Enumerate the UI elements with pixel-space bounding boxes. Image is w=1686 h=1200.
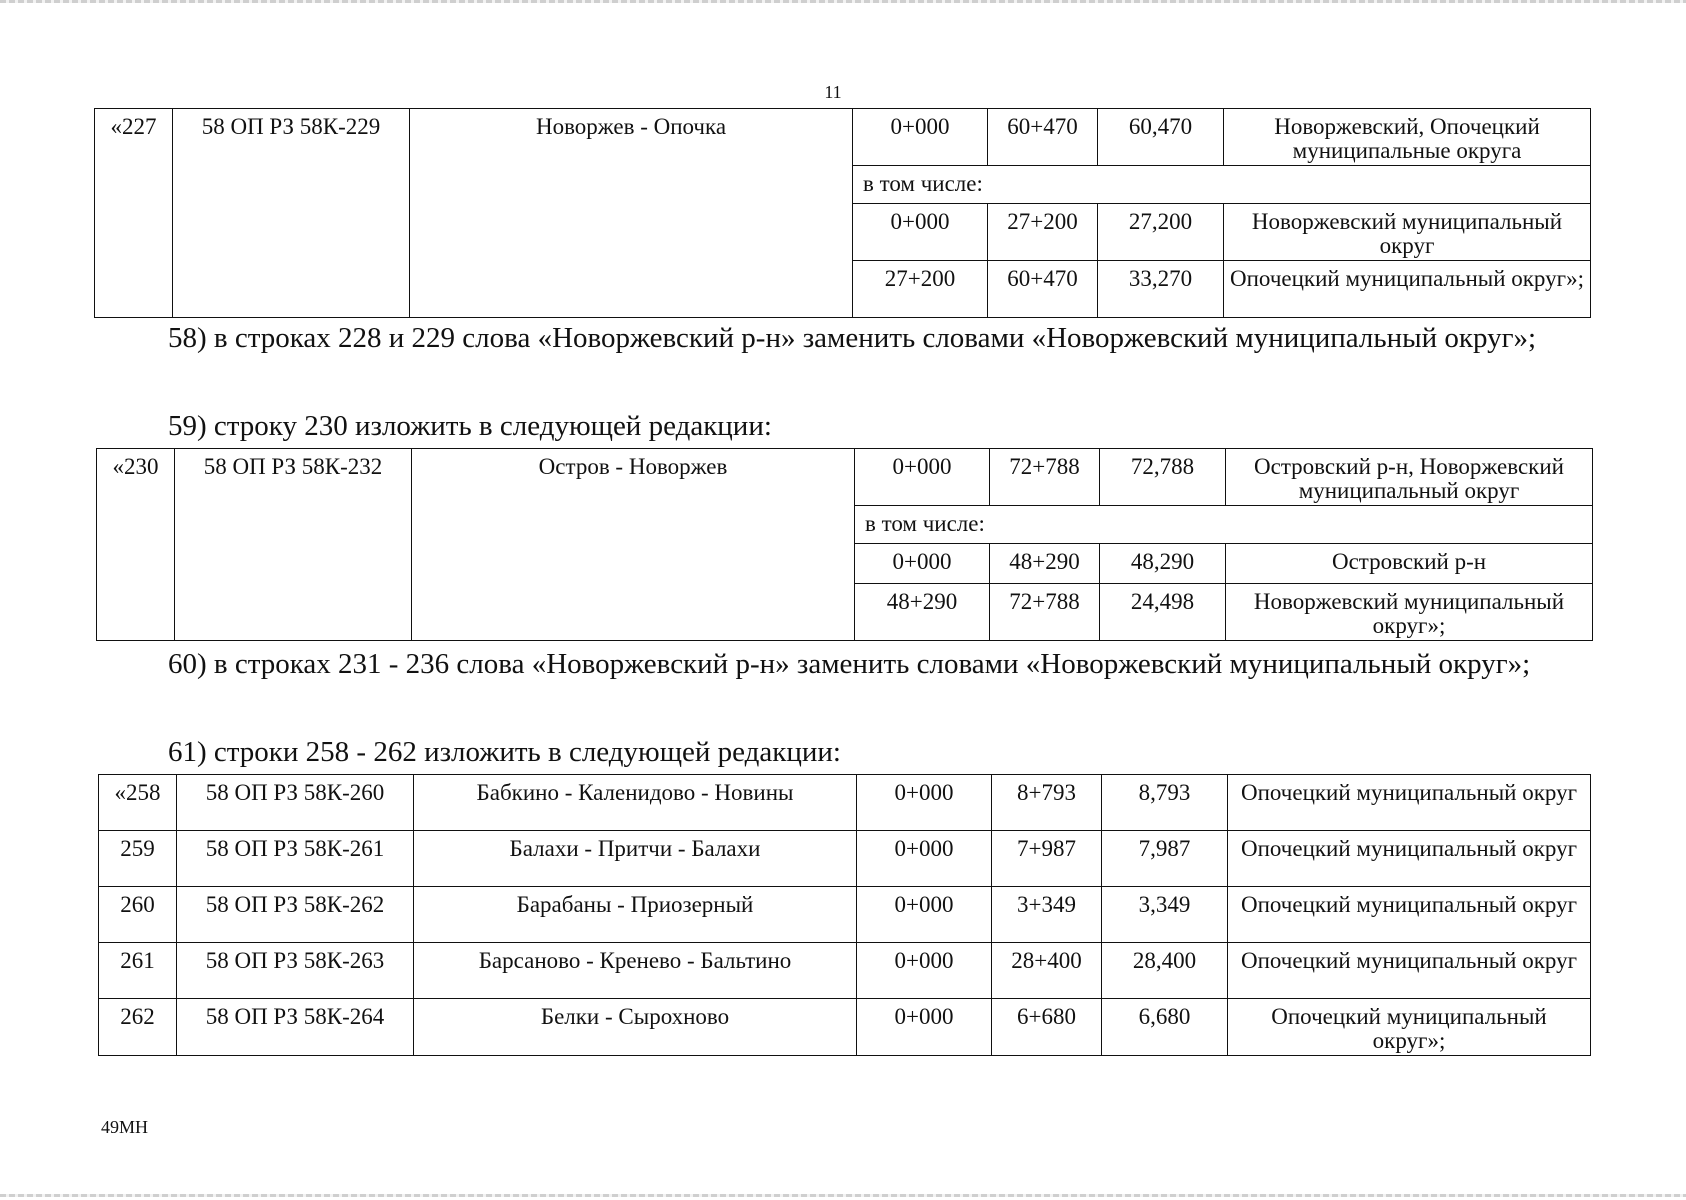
start-km-cell: 0+000 xyxy=(857,999,992,1056)
end-km-cell: 7+987 xyxy=(992,831,1102,887)
length-cell: 3,349 xyxy=(1102,887,1228,943)
row-number-cell: 261 xyxy=(99,943,177,999)
start-km-cell: 0+000 xyxy=(857,831,992,887)
road-name-cell: Новоржев - Опочка xyxy=(410,109,853,318)
length-cell: 7,987 xyxy=(1102,831,1228,887)
scan-edge-top xyxy=(0,0,1686,3)
page-number: 11 xyxy=(824,82,842,102)
row-number-cell: «230 xyxy=(97,449,175,641)
start-km-cell: 0+000 xyxy=(855,544,990,584)
start-km-cell: 0+000 xyxy=(853,204,988,261)
district-cell: Новоржевский, Опочецкий муниципальные округа xyxy=(1224,109,1591,166)
row-number-cell: «227 xyxy=(95,109,173,318)
district-cell: Опочецкий муниципальный округ»; xyxy=(1224,261,1591,318)
district-cell: Опочецкий муниципальный округ xyxy=(1228,775,1591,831)
road-id-cell: 58 ОП РЗ 58К-261 xyxy=(177,831,414,887)
road-table-227 xyxy=(94,108,1591,318)
row-number-cell: 259 xyxy=(99,831,177,887)
paragraph-61: 61) строки 258 - 262 изложить в следующей редакции: xyxy=(168,736,841,768)
length-cell: 33,270 xyxy=(1098,261,1224,318)
district-cell: Опочецкий муниципальный округ xyxy=(1228,831,1591,887)
end-km-cell: 72+788 xyxy=(990,449,1100,506)
district-cell: Островский р-н, Новоржевский муниципальный округ xyxy=(1226,449,1593,506)
start-km-cell: 0+000 xyxy=(857,943,992,999)
length-cell: 6,680 xyxy=(1102,999,1228,1056)
end-km-cell: 60+470 xyxy=(988,261,1098,318)
start-km-cell: 27+200 xyxy=(853,261,988,318)
length-cell: 8,793 xyxy=(1102,775,1228,831)
district-cell: Новоржевский муниципальный округ»; xyxy=(1226,584,1593,641)
paragraph-text: 58) в строках 228 и 229 слова «Новоржевский р-н» заменить словами «Новоржевский муниципальный округ»; xyxy=(168,322,1537,354)
end-km-cell: 48+290 xyxy=(990,544,1100,584)
table-row xyxy=(95,109,1591,166)
table-row xyxy=(99,999,1591,1056)
road-name-cell: Барсаново - Кренево - Бальтино xyxy=(414,943,857,999)
road-id-cell: 58 ОП РЗ 58К-260 xyxy=(177,775,414,831)
end-km-cell: 8+793 xyxy=(992,775,1102,831)
length-cell: 28,400 xyxy=(1102,943,1228,999)
start-km-cell: 0+000 xyxy=(855,449,990,506)
road-id-cell: 58 ОП РЗ 58К-263 xyxy=(177,943,414,999)
district-cell: Опочецкий муниципальный округ xyxy=(1228,943,1591,999)
road-table-230 xyxy=(96,448,1593,641)
table-row xyxy=(99,887,1591,943)
road-name-cell: Остров - Новоржев xyxy=(412,449,855,641)
paragraph-60 xyxy=(94,642,1570,686)
district-cell: Новоржевский муниципальный округ xyxy=(1224,204,1591,261)
end-km-cell: 6+680 xyxy=(992,999,1102,1056)
road-id-cell: 58 ОП РЗ 58К-264 xyxy=(177,999,414,1056)
paragraph-58 xyxy=(94,316,1570,360)
start-km-cell: 0+000 xyxy=(857,775,992,831)
length-cell: 27,200 xyxy=(1098,204,1224,261)
row-number-cell: 262 xyxy=(99,999,177,1056)
length-cell: 48,290 xyxy=(1100,544,1226,584)
length-cell: 24,498 xyxy=(1100,584,1226,641)
district-cell: Островский р-н xyxy=(1226,544,1593,584)
road-id-cell: 58 ОП РЗ 58К-232 xyxy=(175,449,412,641)
table-row xyxy=(99,775,1591,831)
road-name-cell: Балахи - Притчи - Балахи xyxy=(414,831,857,887)
end-km-cell: 27+200 xyxy=(988,204,1098,261)
road-id-cell: 58 ОП РЗ 58К-262 xyxy=(177,887,414,943)
district-cell: Опочецкий муниципальный округ»; xyxy=(1228,999,1591,1056)
including-label: в том числе: xyxy=(853,166,1591,204)
district-cell: Опочецкий муниципальный округ xyxy=(1228,887,1591,943)
scan-edge-bottom xyxy=(0,1194,1686,1197)
length-cell: 60,470 xyxy=(1098,109,1224,166)
document-code: 49МН xyxy=(101,1117,149,1137)
table-row xyxy=(99,831,1591,887)
road-name-cell: Бабкино - Каленидово - Новины xyxy=(414,775,857,831)
road-name-cell: Белки - Сырохново xyxy=(414,999,857,1056)
end-km-cell: 3+349 xyxy=(992,887,1102,943)
table-row xyxy=(99,943,1591,999)
start-km-cell: 0+000 xyxy=(857,887,992,943)
end-km-cell: 60+470 xyxy=(988,109,1098,166)
length-cell: 72,788 xyxy=(1100,449,1226,506)
start-km-cell: 48+290 xyxy=(855,584,990,641)
including-label: в том числе: xyxy=(855,506,1593,544)
end-km-cell: 28+400 xyxy=(992,943,1102,999)
road-table-258-262 xyxy=(98,774,1591,1056)
row-number-cell: 260 xyxy=(99,887,177,943)
row-number-cell: «258 xyxy=(99,775,177,831)
road-id-cell: 58 ОП РЗ 58К-229 xyxy=(173,109,410,318)
paragraph-59: 59) строку 230 изложить в следующей редакции: xyxy=(168,410,772,442)
table-row xyxy=(97,449,1593,506)
road-name-cell: Барабаны - Приозерный xyxy=(414,887,857,943)
end-km-cell: 72+788 xyxy=(990,584,1100,641)
paragraph-text: 60) в строках 231 - 236 слова «Новоржевский р-н» заменить словами «Новоржевский муниципальный округ»; xyxy=(168,648,1531,680)
start-km-cell: 0+000 xyxy=(853,109,988,166)
